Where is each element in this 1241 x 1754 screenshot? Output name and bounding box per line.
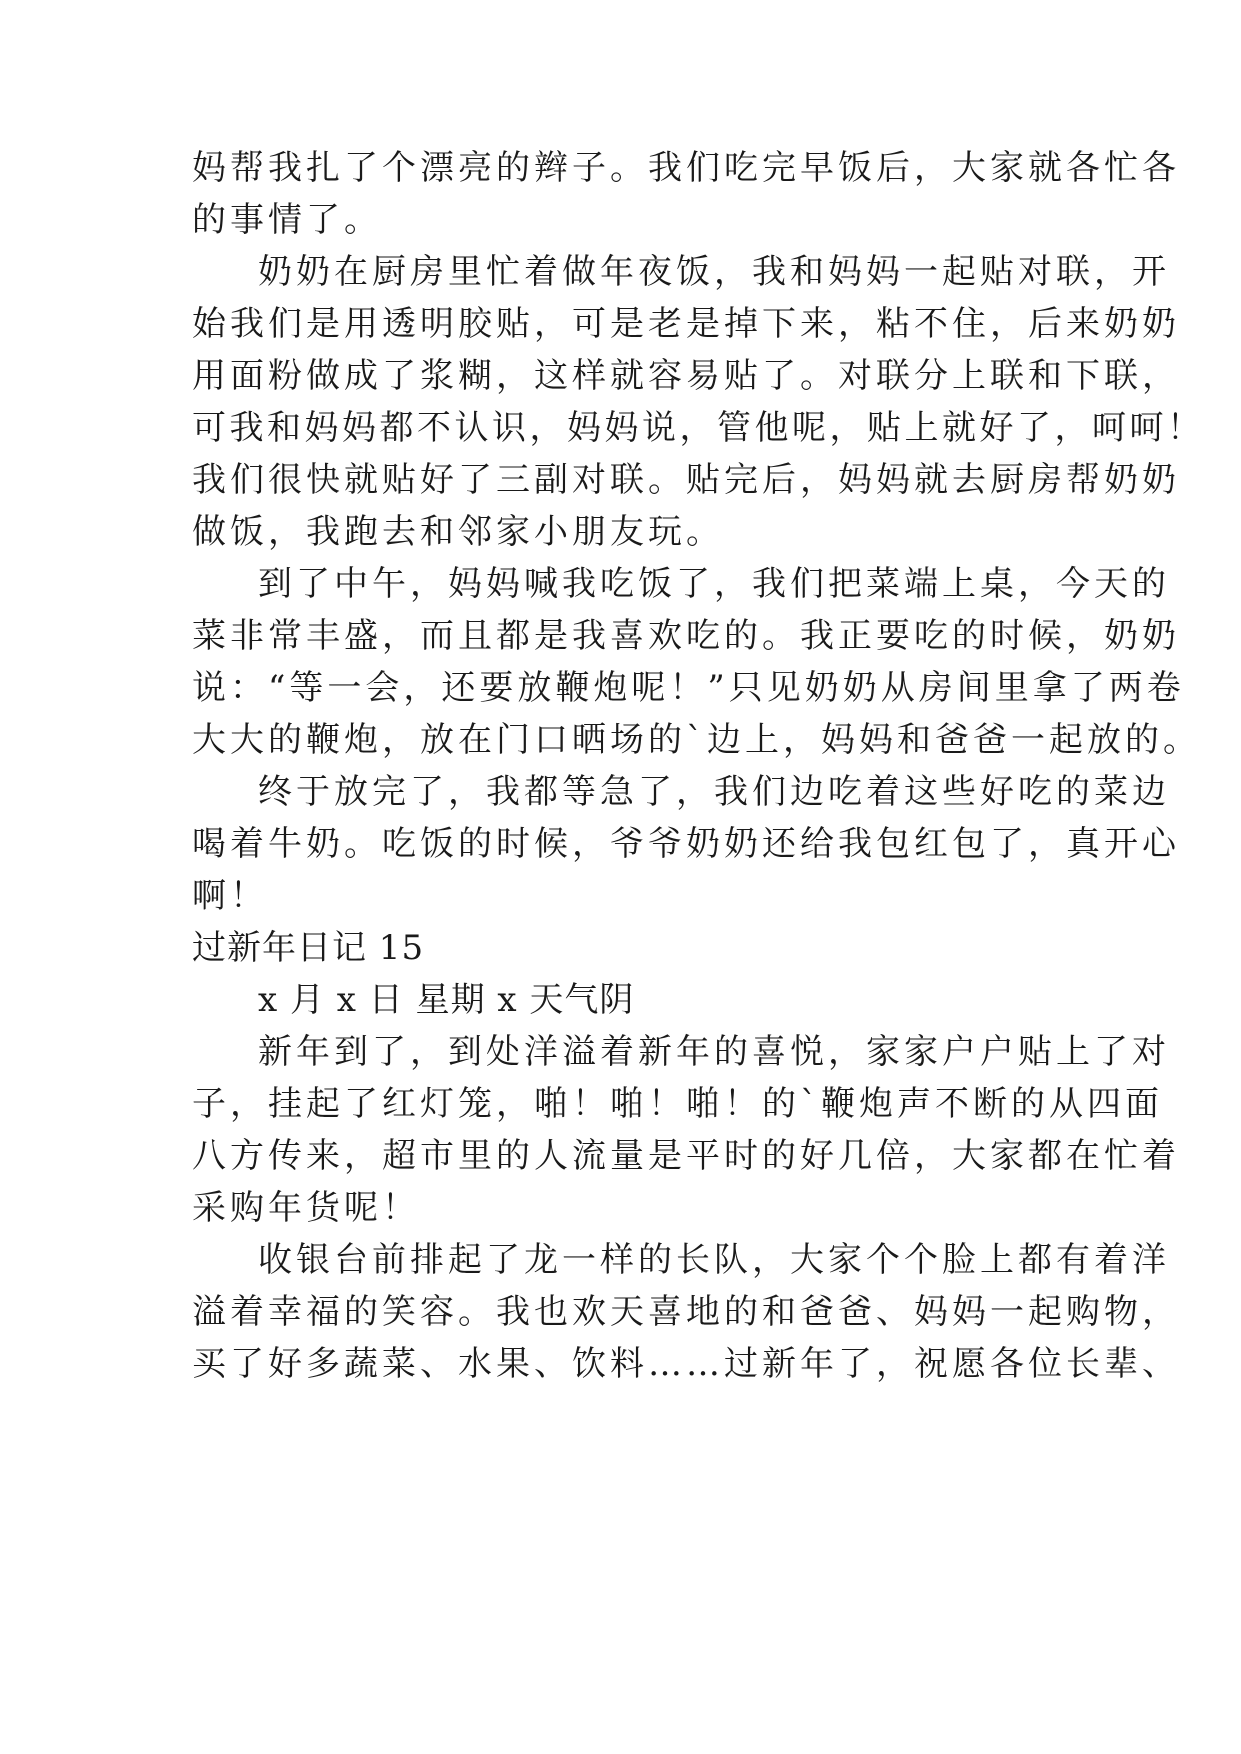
text-line: 说：“等一会，还要放鞭炮呢！”只见奶奶从房间里拿了两卷	[192, 668, 1185, 708]
section-title: 过新年日记 15	[192, 928, 425, 968]
text-line: 可我和妈妈都不认识，妈妈说，管他呢，贴上就好了，呵呵！	[192, 408, 1205, 448]
text-line: 我们很快就贴好了三副对联。贴完后，妈妈就去厨房帮奶奶	[192, 460, 1180, 500]
paragraph-start-line: 收银台前排起了龙一样的长队，大家个个脸上都有着洋	[258, 1240, 1170, 1280]
text-line: 啊！	[192, 876, 268, 916]
paragraph-start-line: 到了中午，妈妈喊我吃饭了，我们把菜端上桌，今天的	[258, 564, 1170, 604]
date-weather-line: x 月 x 日 星期 x 天气阴	[258, 980, 635, 1020]
paragraph-start-line: 终于放完了，我都等急了，我们边吃着这些好吃的菜边	[258, 772, 1170, 812]
paragraph-start-line: 新年到了，到处洋溢着新年的喜悦，家家户户贴上了对	[258, 1032, 1170, 1072]
paragraph-start-line: 奶奶在厨房里忙着做年夜饭，我和妈妈一起贴对联，开	[258, 252, 1170, 292]
text-line: 采购年货呢！	[192, 1188, 420, 1228]
text-line: 妈帮我扎了个漂亮的辫子。我们吃完早饭后，大家就各忙各	[192, 148, 1180, 188]
text-line: 买了好多蔬菜、水果、饮料……过新年了，祝愿各位长辈、	[192, 1344, 1180, 1384]
text-line: 的事情了。	[192, 200, 382, 240]
text-line: 始我们是用透明胶贴，可是老是掉下来，粘不住，后来奶奶	[192, 304, 1180, 344]
text-line: 做饭，我跑去和邻家小朋友玩。	[192, 512, 724, 552]
text-line: 用面粉做成了浆糊，这样就容易贴了。对联分上联和下联，	[192, 356, 1180, 396]
text-line: 子，挂起了红灯笼，啪！啪！啪！的`鞭炮声不断的从四面	[192, 1084, 1163, 1124]
text-line: 喝着牛奶。吃饭的时候，爷爷奶奶还给我包红包了，真开心	[192, 824, 1180, 864]
text-line: 菜非常丰盛，而且都是我喜欢吃的。我正要吃的时候，奶奶	[192, 616, 1180, 656]
text-line: 溢着幸福的笑容。我也欢天喜地的和爸爸、妈妈一起购物，	[192, 1292, 1180, 1332]
text-line: 八方传来，超市里的人流量是平时的好几倍，大家都在忙着	[192, 1136, 1180, 1176]
text-line: 大大的鞭炮，放在门口晒场的`边上，妈妈和爸爸一起放的。	[192, 720, 1201, 760]
